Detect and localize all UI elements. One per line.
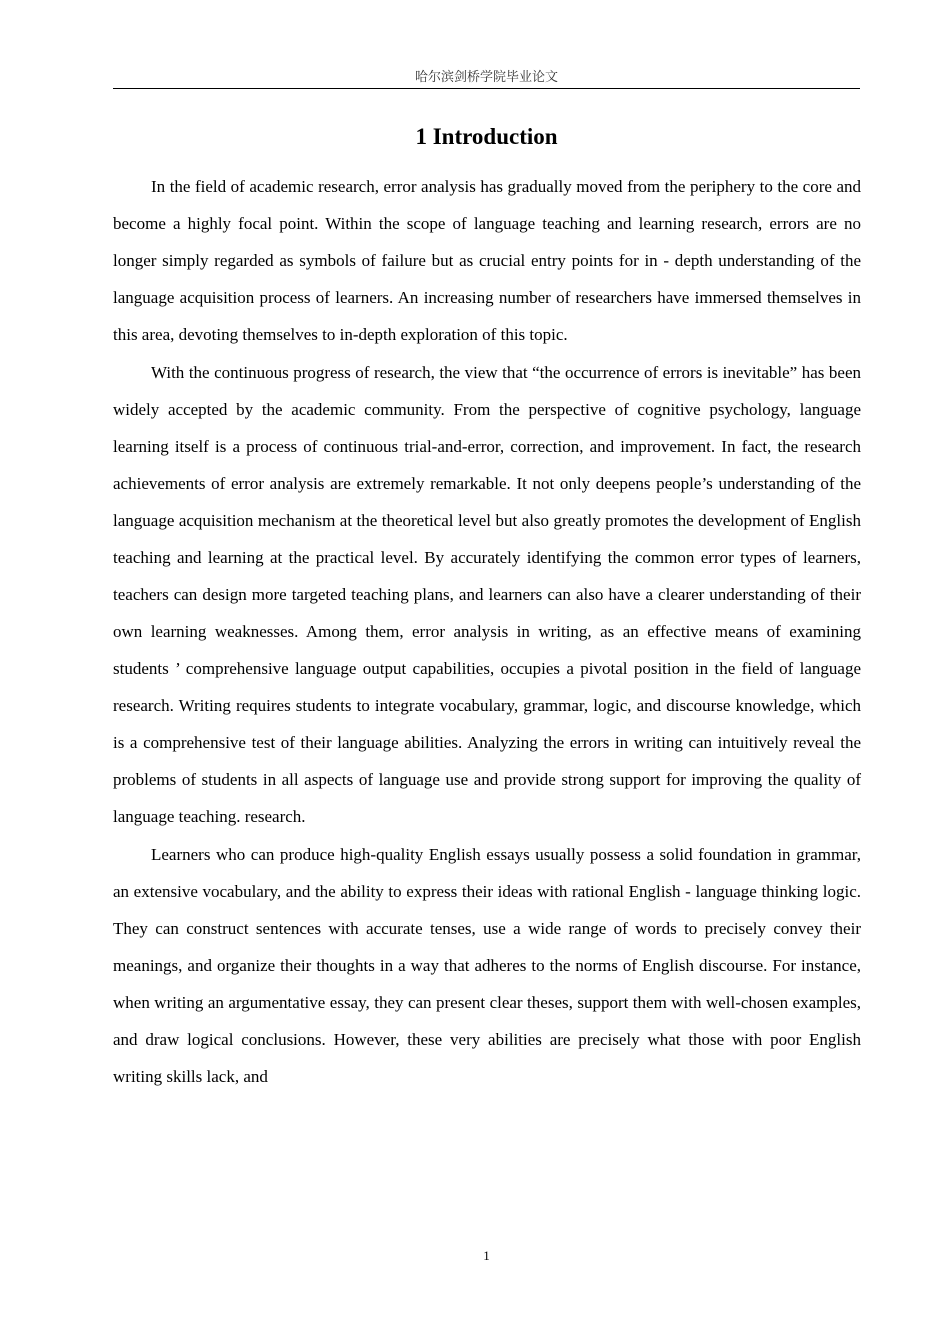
page-number: 1	[483, 1248, 490, 1263]
running-header: 哈尔滨剑桥学院毕业论文	[414, 70, 558, 85]
paragraph: Learners who can produce high-quality English essays usually possess a solid foundation in grammar, an extensive vocabulary, and the ability to express their ideas with rational English - language thinking logic. They can construct sentences with accurate tenses, use a wide range of words to precisely convey their meanings, and organize their thoughts in a way that adheres to the norms of English discourse. For instance, when writing an argumentative essay, they can present clear theses, support them with well-chosen examples, and draw logical conclusions. However, these very abilities are precisely what those with poor English writing skills lack, and	[113, 845, 861, 1086]
section-title: 1 Introduction	[415, 124, 558, 149]
paragraph: In the field of academic research, error analysis has gradually moved from the periphery to the core and become a highly focal point. Within the scope of language teaching and learning research, errors are no longer simply regarded as symbols of failure but as crucial entry points for in - depth understanding of the language acquisition process of learners. An increasing number of researchers have immersed themselves in this area, devoting themselves to in-depth exploration of this topic.	[113, 177, 861, 344]
paragraph: With the continuous progress of research, the view that “the occurrence of errors is inevitable” has been widely accepted by the academic community. From the perspective of cognitive psychology, language learning itself is a process of continuous trial-and-error, correction, and improvement. In fact, the research achievements of error analysis are extremely remarkable. It not only deepens people’s understanding of the language acquisition mechanism at the theoretical level but also greatly promotes the development of English teaching and learning at the practical level. By accurately identifying the common error types of learners, teachers can design more targeted teaching plans, and learners can also have a clearer understanding of their own learning weaknesses. Among them, error analysis in writing, as an effective means of examining students ’ comprehensive language output capabilities, occupies a pivotal position in the field of language research. Writing requires students to integrate vocabulary, grammar, logic, and discourse knowledge, which is a comprehensive test of their language abilities. Analyzing the errors in writing can intuitively reveal the problems of students in all aspects of language use and provide strong support for improving the quality of language teaching. research.	[113, 363, 861, 826]
body-text	[113, 168, 861, 1096]
header-divider	[113, 88, 860, 89]
